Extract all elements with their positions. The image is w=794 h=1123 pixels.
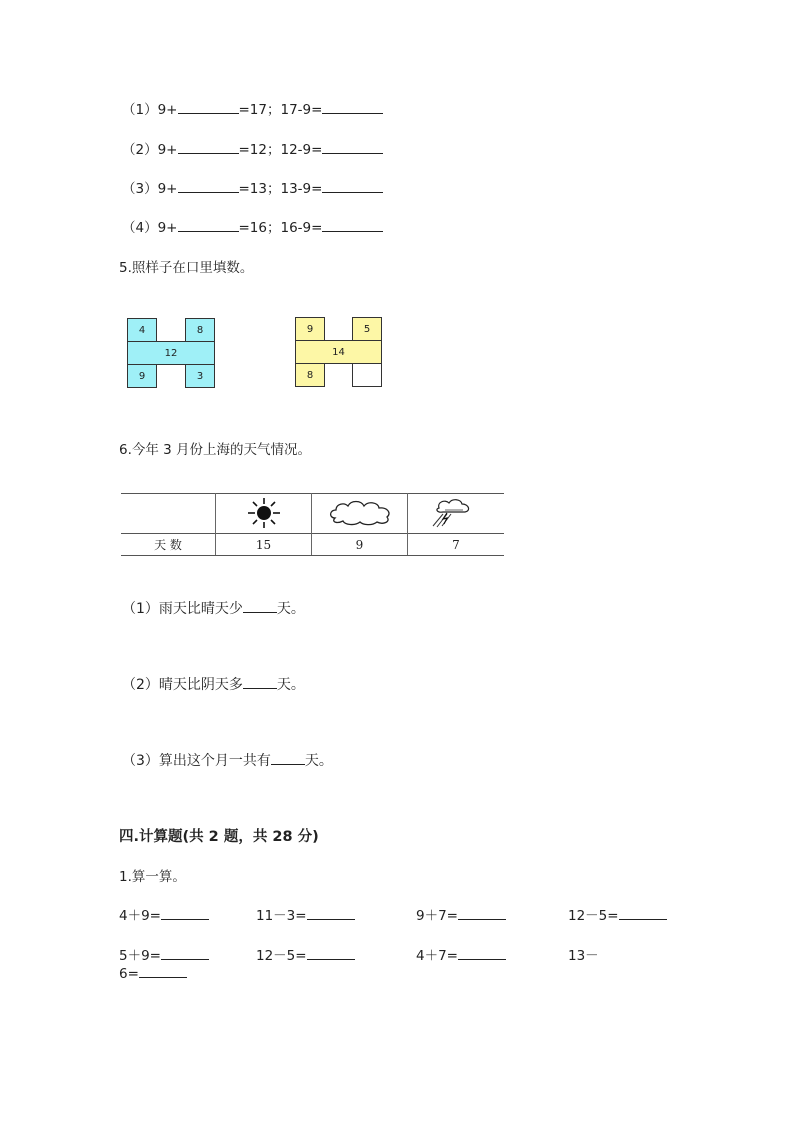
bottom-left-box: 9 (127, 364, 157, 388)
answer-blank[interactable] (307, 906, 355, 920)
table-top-line (121, 493, 504, 494)
rainy-days-value: 7 (452, 537, 460, 552)
item-prefix: 9+ (157, 181, 178, 197)
question-suffix: 天。 (276, 677, 305, 693)
calc-item (568, 904, 667, 924)
item-prefix: 9+ (157, 102, 178, 118)
item-middle: =17；17-9= (238, 102, 323, 118)
answer-blank[interactable] (322, 100, 383, 114)
expression: 13－ (568, 948, 599, 964)
fill-item-3 (122, 177, 383, 197)
item-number: （3） (122, 753, 159, 769)
answer-blank[interactable] (161, 906, 209, 920)
answer-box[interactable] (352, 363, 382, 387)
cloudy-days-value: 9 (355, 537, 364, 552)
bottom-left-box: 8 (295, 363, 325, 387)
calc-item (119, 904, 209, 924)
answer-blank[interactable] (243, 675, 277, 689)
answer-blank[interactable] (178, 179, 239, 193)
answer-blank[interactable] (458, 946, 506, 960)
middle-bar: 14 (295, 340, 382, 364)
row-label-days: 天 数 (154, 538, 182, 552)
item-prefix: 9+ (157, 142, 178, 158)
top-left-box: 9 (295, 317, 325, 341)
item-number: （3） (122, 181, 158, 197)
answer-blank[interactable] (307, 946, 355, 960)
question-suffix: 天。 (276, 601, 305, 617)
calc-item-wrap (119, 964, 187, 982)
table-middle-line (121, 533, 504, 534)
item-number: （2） (122, 677, 159, 693)
expression: 12－5= (568, 908, 619, 924)
calc-item (416, 944, 506, 964)
answer-blank[interactable] (322, 218, 383, 232)
subquestion-2 (122, 674, 305, 694)
calc-item (416, 904, 506, 924)
expression: 4＋7= (416, 948, 458, 964)
answer-blank[interactable] (322, 140, 383, 154)
expression: 4＋9= (119, 908, 161, 924)
expression: 6= (119, 966, 139, 982)
table-bottom-line (121, 555, 504, 556)
question-suffix: 天。 (304, 753, 333, 769)
item-middle: =12；12-9= (238, 142, 323, 158)
question-5-title: 5.照样子在口里填数。 (119, 260, 254, 276)
expression: 5＋9= (119, 948, 161, 964)
calc-item (119, 944, 209, 964)
item-number: （2） (122, 142, 158, 158)
top-left-box: 4 (127, 318, 157, 342)
question-6-title: 6.今年 3 月份上海的天气情况。 (119, 442, 312, 458)
question-1-title: 1.算一算。 (119, 869, 186, 885)
calc-item (256, 904, 355, 924)
calc-item (256, 944, 355, 964)
item-middle: =16；16-9= (238, 220, 323, 236)
cloud-icon (327, 498, 397, 526)
subquestion-1 (122, 598, 305, 618)
answer-blank[interactable] (243, 599, 277, 613)
question-text: 晴天比阴天多 (158, 677, 243, 693)
fill-item-2 (122, 138, 383, 158)
top-right-box: 8 (185, 318, 215, 342)
item-middle: =13；13-9= (238, 181, 323, 197)
example-h-figure (127, 318, 215, 388)
expression: 12－5= (256, 948, 307, 964)
answer-blank[interactable] (271, 751, 305, 765)
calc-item (568, 944, 599, 964)
sunny-days-value: 15 (255, 537, 272, 552)
fill-item-1 (122, 98, 383, 118)
question-text: 雨天比晴天少 (158, 601, 243, 617)
answer-blank[interactable] (161, 946, 209, 960)
answer-blank[interactable] (178, 140, 239, 154)
expression: 11－3= (256, 908, 307, 924)
item-number: （1） (122, 102, 158, 118)
top-right-box: 5 (352, 317, 382, 341)
item-number: （4） (122, 220, 158, 236)
fill-item-4 (122, 216, 383, 236)
subquestion-3 (122, 750, 333, 770)
section-4-title: 四.计算题(共 2 题，共 28 分) (119, 829, 319, 845)
middle-bar: 12 (127, 341, 215, 365)
puzzle-h-figure (295, 317, 383, 387)
sun-icon (245, 497, 283, 529)
answer-blank[interactable] (322, 179, 383, 193)
answer-blank[interactable] (178, 218, 239, 232)
expression: 9＋7= (416, 908, 458, 924)
question-text: 算出这个月一共有 (158, 753, 271, 769)
answer-blank[interactable] (458, 906, 506, 920)
answer-blank[interactable] (139, 964, 187, 978)
item-prefix: 9+ (157, 220, 178, 236)
bottom-right-box: 3 (185, 364, 215, 388)
weather-table (121, 493, 504, 556)
item-number: （1） (122, 601, 159, 617)
answer-blank[interactable] (178, 100, 239, 114)
answer-blank[interactable] (619, 906, 667, 920)
rain-cloud-icon (425, 496, 475, 530)
